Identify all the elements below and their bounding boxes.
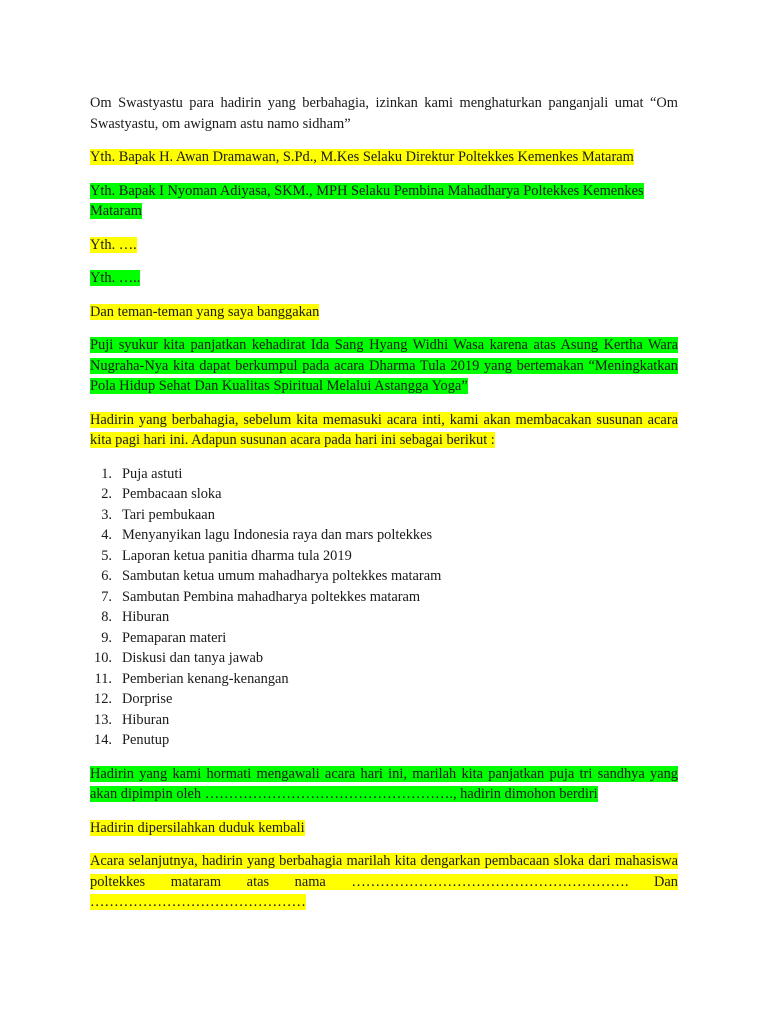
salutation-director-text: Yth. Bapak H. Awan Dramawan, S.Pd., M.Kes Selaku Direktur Poltekkes Kemenkes Mataram bbox=[90, 149, 634, 165]
list-item bbox=[90, 525, 678, 546]
list-item-text: Laporan ketua panitia dharma tula 2019 bbox=[122, 547, 352, 564]
list-item-number: 10. bbox=[94, 650, 112, 666]
list-item-number: 7. bbox=[101, 588, 112, 605]
document-page bbox=[90, 93, 678, 926]
gratitude-text: Puji syukur kita panjatkan kehadirat Ida Sang Hyang Widhi Wasa karena atas Asung Kertha Wara Nugraha-Nya kita dapat berkumpul pada acara Dharma Tula 2019 yang bertemakan “Meningkatkan Pola Hidup Sehat Dan Kualitas Spiritual Melalui Astangga Yoga” bbox=[90, 337, 678, 394]
list-item bbox=[90, 607, 678, 628]
seated-paragraph bbox=[90, 818, 678, 839]
list-item-number: 5. bbox=[101, 547, 112, 564]
salutation-director bbox=[90, 147, 678, 168]
prayer-text: Hadirin yang kami hormati mengawali acara hari ini, marilah kita panjatkan puja tri sandhya yang akan dipimpin oleh ……………………………………………., hadirin dimohon berdiri bbox=[90, 765, 678, 802]
list-item-number: 14. bbox=[94, 732, 112, 748]
list-item bbox=[90, 464, 678, 485]
list-item-number: 11. bbox=[94, 670, 112, 687]
list-item-number: 1. bbox=[101, 465, 112, 482]
list-item bbox=[90, 566, 678, 587]
list-item bbox=[90, 484, 678, 505]
list-item-text: Hiburan bbox=[122, 711, 170, 728]
list-item-text: Pembacaan sloka bbox=[122, 486, 222, 502]
sloka-paragraph bbox=[90, 851, 678, 913]
list-item-number: 3. bbox=[101, 506, 112, 523]
list-item-text: Pemberian kenang-kenangan bbox=[122, 670, 289, 687]
gratitude-paragraph bbox=[90, 335, 678, 397]
salutation-advisor-text: Yth. Bapak I Nyoman Adiyasa, SKM., MPH Selaku Pembina Mahadharya Poltekkes Kemenkes Mataram bbox=[90, 182, 644, 219]
list-item-number: 12. bbox=[94, 691, 112, 707]
list-item bbox=[90, 669, 678, 690]
salutation-friends bbox=[90, 302, 678, 323]
prayer-paragraph bbox=[90, 764, 678, 805]
salutation-placeholder-2-text: Yth. ….. bbox=[90, 270, 141, 286]
list-item-number: 9. bbox=[101, 629, 112, 646]
salutation-placeholder-1-text: Yth. …. bbox=[90, 236, 137, 253]
opening-paragraph bbox=[90, 93, 678, 134]
list-item-text: Sambutan ketua umum mahadharya poltekkes mataram bbox=[122, 568, 442, 584]
list-item-text: Sambutan Pembina mahadharya poltekkes mataram bbox=[122, 588, 421, 605]
list-item bbox=[90, 628, 678, 649]
sloka-text: Acara selanjutnya, hadirin yang berbahagia marilah kita dengarkan pembacaan sloka dari mahasiswa poltekkes mataram atas nama …………………………………………………. Dan ……………………………………… bbox=[90, 853, 678, 910]
list-item-text: Hiburan bbox=[122, 609, 170, 625]
list-item-number: 6. bbox=[101, 568, 112, 584]
list-item-text: Tari pembukaan bbox=[122, 506, 215, 523]
list-item-text: Puja astuti bbox=[122, 465, 183, 482]
list-item bbox=[90, 730, 678, 751]
agenda-intro-paragraph bbox=[90, 410, 678, 451]
seated-text: Hadirin dipersilahkan duduk kembali bbox=[90, 819, 305, 836]
list-item-text: Dorprise bbox=[122, 691, 173, 707]
list-item-number: 2. bbox=[101, 486, 112, 502]
list-item-number: 8. bbox=[101, 609, 112, 625]
salutation-advisor bbox=[90, 181, 678, 222]
salutation-placeholder-1 bbox=[90, 235, 678, 256]
list-item-text: Pemaparan materi bbox=[122, 629, 227, 646]
list-item bbox=[90, 689, 678, 710]
list-item-number: 13. bbox=[94, 711, 112, 728]
list-item bbox=[90, 505, 678, 526]
list-item bbox=[90, 710, 678, 731]
list-item-text: Penutup bbox=[122, 732, 170, 748]
list-item-text: Menyanyikan lagu Indonesia raya dan mars poltekkes bbox=[122, 527, 433, 543]
salutation-placeholder-2 bbox=[90, 268, 678, 289]
agenda-intro-text: Hadirin yang berbahagia, sebelum kita memasuki acara inti, kami akan membacakan susunan acara kita pagi hari ini. Adapun susunan acara pada hari ini sebagai berikut : bbox=[90, 411, 678, 448]
list-item bbox=[90, 648, 678, 669]
list-item bbox=[90, 546, 678, 567]
salutation-friends-text: Dan teman-teman yang saya banggakan bbox=[90, 303, 320, 320]
list-item bbox=[90, 587, 678, 608]
opening-text: Om Swastyastu para hadirin yang berbahagia, izinkan kami menghaturkan panganjali umat “Om Swastyastu, om awignam astu namo sidham” bbox=[90, 95, 678, 132]
list-item-number: 4. bbox=[101, 527, 112, 543]
agenda-list bbox=[90, 464, 678, 751]
list-item-text: Diskusi dan tanya jawab bbox=[122, 650, 264, 666]
